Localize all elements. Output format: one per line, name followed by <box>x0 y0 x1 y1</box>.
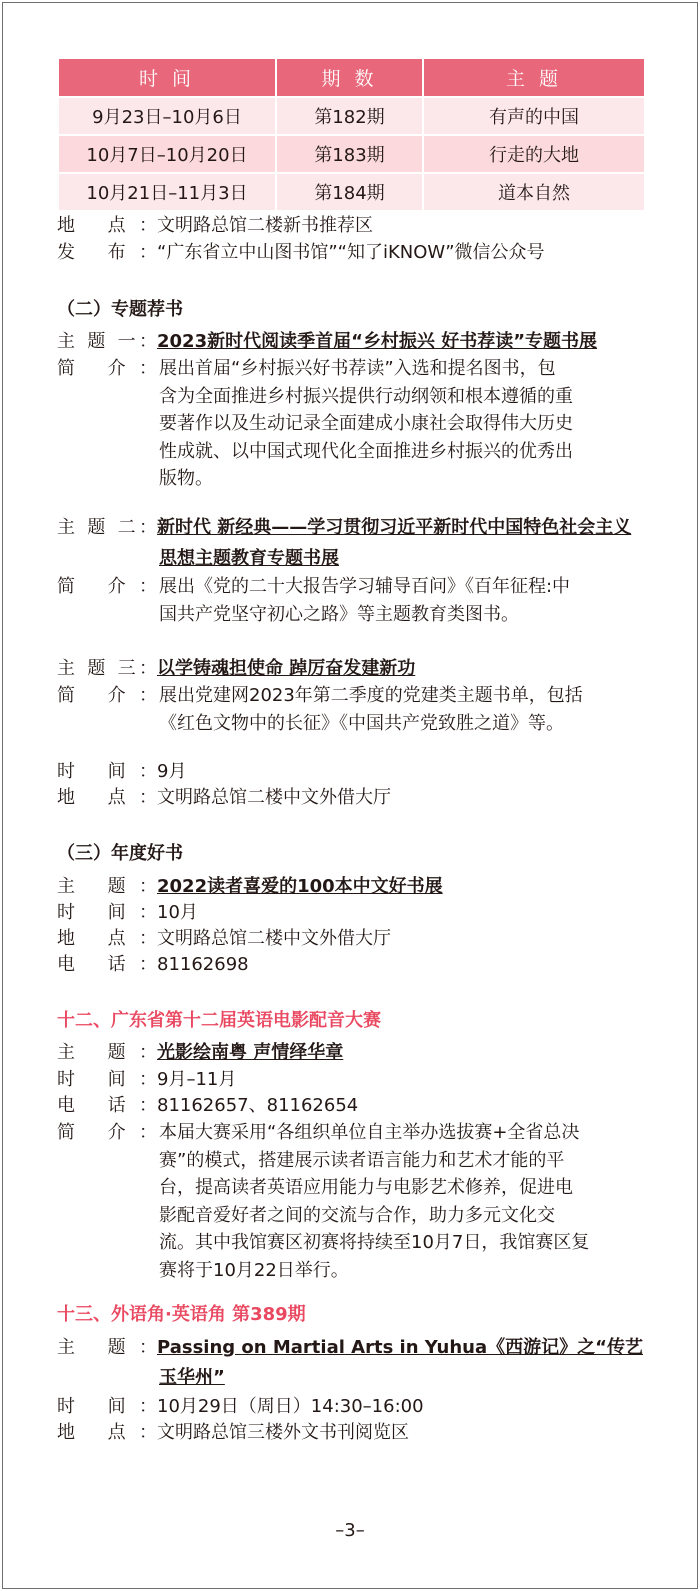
publish-value: “广东省立中山图书馆”“知了iKNOW”微信公众号 <box>157 242 545 263</box>
theme-2-line <box>57 514 631 541</box>
cell-issue: 第184期 <box>277 174 422 210</box>
intro-1-line: 性成就、以中国式现代化全面推进乡村振兴的优秀出 <box>159 440 573 462</box>
intro-1-text <box>159 355 653 493</box>
theme-title: 光影绘南粤 声情绎华章 <box>157 1042 344 1063</box>
location-line <box>57 212 373 239</box>
time-label: 时 间： <box>57 902 157 923</box>
intro-label-line <box>57 1119 157 1146</box>
location-label: 地 点： <box>57 1422 157 1443</box>
phone-label: 电 话： <box>57 1095 157 1116</box>
time-value: 9月 <box>157 761 187 782</box>
intro-3-text <box>159 682 653 737</box>
intro-1-line: 版物。 <box>159 468 213 489</box>
intro-3-label-line <box>57 682 157 709</box>
theme-2-title-cont: 思想主题教育专题书展 <box>159 548 339 569</box>
intro-line: 台，提高读者英语应用能力与电影艺术修养，促进电 <box>159 1177 573 1198</box>
cell-theme: 道本自然 <box>424 174 644 210</box>
intro-line: 影配音爱好者之间的交流与合作，助力多元文化交 <box>159 1204 555 1226</box>
intro-3-line: 展出党建网2023年第二季度的党建类主题书单，包括 <box>159 685 583 706</box>
time-line <box>57 899 198 926</box>
time-value: 9月–11月 <box>157 1069 237 1090</box>
intro-line: 赛”的模式，搭建展示读者语言能力和艺术才能的平 <box>159 1149 565 1171</box>
cell-issue: 第183期 <box>277 136 422 172</box>
intro-1-label: 简 介： <box>57 358 157 379</box>
theme-title-cont: 玉华州” <box>159 1367 225 1388</box>
location-line <box>57 1419 409 1446</box>
location-value: 文明路总馆二楼中文外借大厅 <box>157 928 391 949</box>
theme-1-title: 2023新时代阅读季首届“乡村振兴 好书荐读”专题书展 <box>157 331 598 352</box>
theme-3-title: 以学铸魂担使命 踔厉奋发建新功 <box>157 658 416 679</box>
time-line <box>57 1393 424 1420</box>
header-theme: 主 题 <box>424 59 644 96</box>
section-heading: 十二、广东省第十二届英语电影配音大赛 <box>57 1010 381 1031</box>
location-label: 地 点： <box>57 928 157 949</box>
time-label: 时 间： <box>57 761 157 782</box>
intro-1-line: 含为全面推进乡村振兴提供行动纲领和根本遵循的重 <box>159 385 573 407</box>
intro-text <box>159 1119 653 1284</box>
table-header-row <box>59 59 644 96</box>
header-issue: 期 数 <box>277 59 422 96</box>
cell-time: 9月23日–10月6日 <box>59 98 275 134</box>
section-heading: （二）专题荐书 <box>57 299 183 320</box>
intro-1-line: 要著作以及生动记录全面建成小康社会取得伟大历史 <box>159 413 573 434</box>
intro-line: 赛将于10月22日举行。 <box>159 1259 349 1281</box>
theme-line <box>57 873 443 900</box>
intro-2-label-line <box>57 573 157 600</box>
intro-1-line: 展出首届“乡村振兴好书荐读”入选和提名图书，包 <box>159 358 556 379</box>
phone-label: 电 话： <box>57 954 157 975</box>
theme-label: 主 题： <box>57 1337 157 1358</box>
location-value: 文明路总馆三楼外文书刊阅览区 <box>157 1422 409 1443</box>
cell-theme: 有声的中国 <box>424 98 644 134</box>
table-row <box>59 174 644 210</box>
location-label: 地 点： <box>57 215 157 236</box>
phone-line <box>57 951 249 978</box>
section-heading: 十三、外语角·英语角 第389期 <box>57 1304 306 1325</box>
theme-1-line <box>57 328 597 355</box>
intro-2-text <box>159 573 653 628</box>
theme-line <box>57 1039 343 1066</box>
cell-time: 10月21日–11月3日 <box>59 174 275 210</box>
intro-line: 流。其中我馆赛区初赛将持续至10月7日，我馆赛区复 <box>159 1232 590 1253</box>
cell-time: 10月7日–10月20日 <box>59 136 275 172</box>
header-time: 时 间 <box>59 59 275 96</box>
schedule-table <box>57 57 646 212</box>
intro-2-line: 展出《党的二十大报告学习辅导百问》《百年征程:中 <box>159 576 571 597</box>
time-label: 时 间： <box>57 1069 157 1090</box>
intro-3-label: 简 介： <box>57 685 157 706</box>
theme-3-label: 主 题 三： <box>57 658 157 679</box>
location-line <box>57 784 391 811</box>
theme-title: Passing on Martial Arts in Yuhua《西游记》之“传艺 <box>157 1337 643 1358</box>
theme-3-line <box>57 655 415 682</box>
publish-line <box>57 239 545 266</box>
intro-line: 本届大赛采用“各组织单位自主举办选拔赛+全省总决 <box>159 1122 580 1143</box>
theme-label: 主 题： <box>57 1042 157 1063</box>
table-row <box>59 98 644 134</box>
location-value: 文明路总馆二楼新书推荐区 <box>157 215 373 236</box>
theme-label: 主 题： <box>57 876 157 897</box>
time-value: 10月29日（周日）14:30–16:00 <box>157 1396 424 1417</box>
theme-line <box>57 1334 643 1361</box>
intro-2-label: 简 介： <box>57 576 157 597</box>
phone-line <box>57 1092 358 1119</box>
page-number: –3– <box>335 1520 365 1541</box>
cell-issue: 第182期 <box>277 98 422 134</box>
theme-2-title: 新时代 新经典——学习贯彻习近平新时代中国特色社会主义 <box>157 517 632 538</box>
intro-3-line: 《红色文物中的长征》《中国共产党致胜之道》等。 <box>159 712 564 734</box>
cell-theme: 行走的大地 <box>424 136 644 172</box>
theme-2-label: 主 题 二： <box>57 517 157 538</box>
location-line <box>57 925 391 952</box>
intro-1-label-line <box>57 355 157 382</box>
theme-2-line-2 <box>159 545 339 572</box>
time-value: 10月 <box>157 902 198 923</box>
phone-value: 81162657、81162654 <box>157 1095 359 1116</box>
location-value: 文明路总馆二楼中文外借大厅 <box>157 787 391 808</box>
theme-1-label: 主 题 一： <box>57 331 157 352</box>
intro-2-line: 国共产党坚守初心之路》等主题教育类图书。 <box>159 603 519 625</box>
theme-line-2 <box>159 1364 225 1391</box>
intro-label: 简 介： <box>57 1122 157 1143</box>
phone-value: 81162698 <box>157 954 249 975</box>
table-row <box>59 136 644 172</box>
time-line <box>57 1066 236 1093</box>
section-heading: （三）年度好书 <box>57 843 183 864</box>
publish-label: 发 布： <box>57 242 157 263</box>
location-label: 地 点： <box>57 787 157 808</box>
time-label: 时 间： <box>57 1396 157 1417</box>
time-line <box>57 758 186 785</box>
theme-title: 2022读者喜爱的100本中文好书展 <box>157 876 443 897</box>
